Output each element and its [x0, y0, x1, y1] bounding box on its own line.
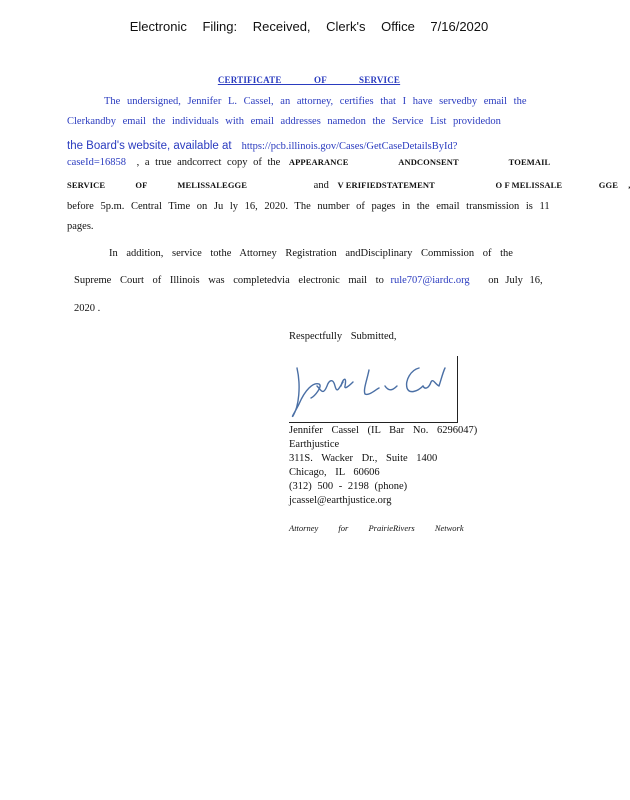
document-title: GGE , [598, 180, 630, 190]
address-line-1: 311S. Wacker Dr., Suite 1400 [289, 453, 438, 464]
body-line [74, 275, 543, 286]
organization: Earthjustice [289, 439, 340, 450]
body-line: pages. [67, 221, 94, 232]
signature-box [289, 356, 458, 423]
document-title: O F MELISSALE [495, 180, 563, 190]
address-line-2: Chicago, IL 60606 [289, 467, 380, 478]
body-text: , a true andcorrect copy of the [136, 157, 281, 168]
attorney-name: Jennifer Cassel (IL Bar No. 6296047) [289, 425, 478, 436]
body-line: In addition, service tothe Attorney Registration andDisciplinary Commission of the [109, 248, 513, 259]
case-details-link[interactable]: https://pcb.illinois.gov/Cases/GetCaseDetailsById? [241, 141, 458, 152]
handwritten-signature [289, 356, 457, 422]
document-title: SERVICE OF MELISSALEGGE [67, 180, 248, 190]
filing-header: Electronic Filing: Received, Clerk's Office 7/16/2020 [129, 19, 489, 34]
body-line: The undersigned, Jennifer L. Cassel, an attorney, certifies that I have servedby email the [104, 96, 527, 107]
body-text: Supreme Court of Illinois was completedvia electronic mail to [74, 275, 384, 286]
closing: Respectfully Submitted, [289, 331, 397, 342]
body-line [67, 136, 457, 154]
body-text: on July 16, [488, 275, 543, 286]
attorney-role: Attorney for PrairieRivers Network [289, 523, 464, 533]
phone: (312) 500 - 2198 (phone) [289, 481, 408, 492]
document-title: V ERIFIEDSTATEMENT [337, 180, 435, 190]
body-line: Clerkandby email the individuals with email addresses namedon the Service List providedon [67, 116, 501, 127]
body-line [67, 180, 630, 191]
email-address[interactable]: jcassel@earthjustice.org [289, 495, 392, 506]
document-title: APPEARANCE ANDCONSENT TOEMAIL [288, 157, 551, 167]
body-text: and [313, 180, 329, 191]
certificate-title: CERTIFICATE OF SERVICE [217, 75, 401, 85]
body-line: before 5p.m. Central Time on Ju ly 16, 2020. The number of pages in the email transmission is 11 [67, 201, 550, 212]
body-line: 2020 . [74, 303, 101, 314]
board-website-text: the Board's website, available at [67, 140, 232, 152]
body-line [67, 157, 550, 168]
iardc-email-link[interactable]: rule707@iardc.org [390, 275, 470, 286]
case-id-link[interactable]: caseId=16858 [67, 157, 126, 168]
